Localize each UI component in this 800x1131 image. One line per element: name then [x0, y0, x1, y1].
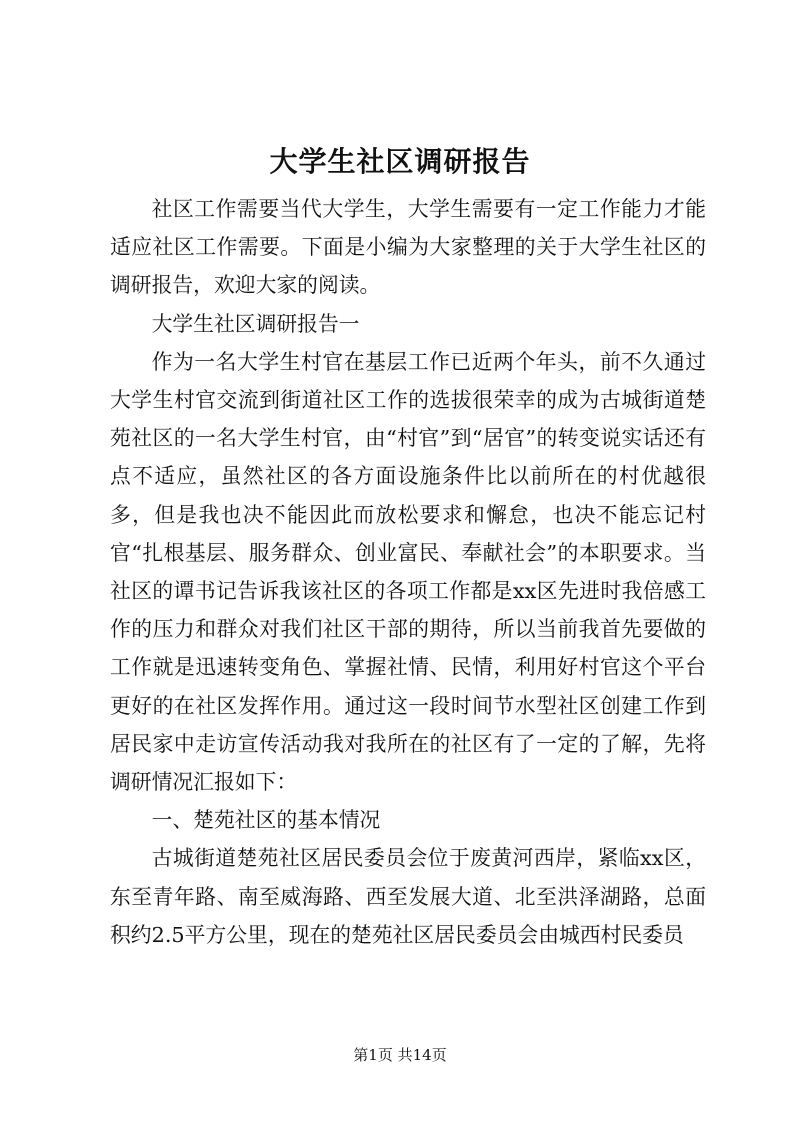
section-heading-report-one: 大学生社区调研报告一: [151, 311, 360, 336]
body-paragraph: 古城街道楚苑社区居民委员会位于废黄河西岸，紧临xx区，东至青年路、南至威海路、西至发展大道、北至洪泽湖路，总面积约2.5平方公里，现在的楚苑社区居民委员会由城西村民委员: [110, 846, 706, 947]
page-number-footer: 第1页 共14页: [353, 1046, 447, 1064]
intro-paragraph: 社区工作需要当代大学生，大学生需要有一定工作能力才能适应社区工作需要。下面是小编为大家整理的关于大学生社区的调研报告，欢迎大家的阅读。: [110, 197, 706, 298]
document-body: [110, 190, 706, 954]
document-title: 大学生社区调研报告: [269, 145, 531, 178]
section-heading-basic-info: 一、楚苑社区的基本情况: [151, 808, 381, 833]
body-paragraph: 作为一名大学生村官在基层工作已近两个年头，前不久通过大学生村官交流到街道社区工作的选拔很荣幸的成为古城街道楚苑社区的一名大学生村官，由“村官”到“居官”的转变说实话还有点不适应，虽然社区的各方面设施条件比以前所在的村优越很多，但是我也决不能因此而放松要求和懈怠，也决不能忘记村官“扎根基层、服务群众、创业富民、奉献社会”的本职要求。当社区的谭书记告诉我该社区的各项工作都是xx区先进时我倍感工作的压力和群众对我们社区干部的期待，所以当前我首先要做的工作就是迅速转变角色、掌握社情、民情，利用好村官这个平台更好的在社区发挥作用。通过这一段时间节水型社区创建工作到居民家中走访宣传活动我对我所在的社区有了一定的了解，先将调研情况汇报如下：: [110, 349, 706, 795]
